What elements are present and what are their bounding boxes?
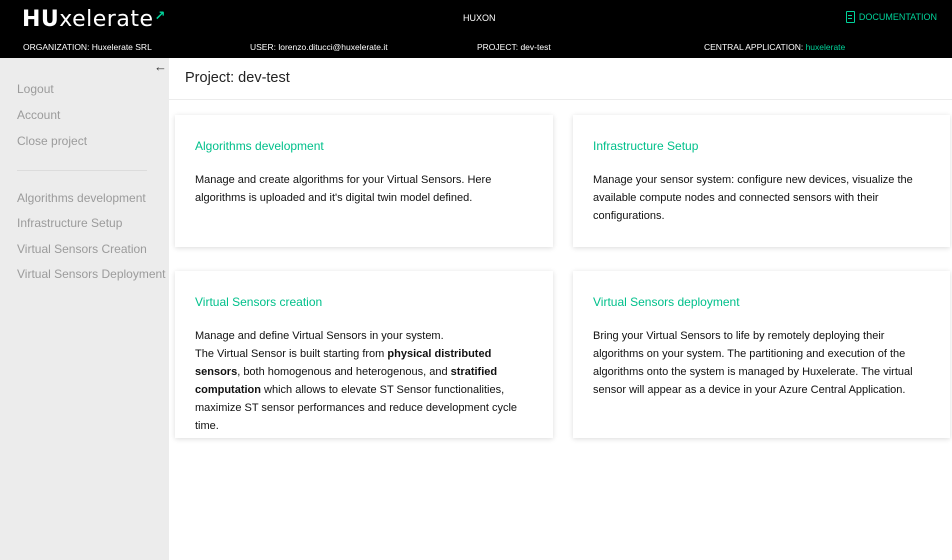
sidebar (0, 58, 169, 560)
page-title: Project: dev-test (185, 70, 290, 86)
card-title[interactable]: Infrastructure Setup (593, 139, 699, 153)
text-segment: which allows to elevate ST Sensor functionalities, maximize ST sensor performances and reduce development cycle time. (195, 384, 518, 432)
card-description: Bring your Virtual Sensors to life by remotely deploying their algorithms on your system. The partitioning and execution of the algorithms onto the system is managed by Huxelerate. The virtual sensor will appear as a device in your Azure Central Application. (593, 330, 913, 396)
bold-text-segment: stratified computation (195, 366, 498, 396)
bold-text-segment: physical distributed sensors (195, 348, 492, 378)
sidebar-item-algorithms-development[interactable]: Algorithms development (17, 191, 146, 205)
sidebar-item-logout[interactable]: Logout (17, 82, 54, 96)
text-segment: The Virtual Sensor is built starting from (195, 348, 388, 360)
logo-arrow-icon: ↗ (154, 9, 166, 24)
project-info (477, 42, 551, 52)
card-description-line: Manage and define Virtual Sensors in your system. (195, 330, 444, 342)
logo-rest: xelerate (59, 7, 154, 32)
central-application-info (704, 42, 845, 52)
sidebar-divider (17, 170, 147, 171)
organization-value: Huxelerate SRL (91, 42, 152, 52)
info-bar (0, 42, 952, 54)
sidebar-item-account[interactable]: Account (17, 108, 61, 122)
documentation-link[interactable] (846, 11, 937, 23)
card-title[interactable]: Algorithms development (195, 139, 324, 153)
project-value: dev-test (520, 42, 551, 52)
documentation-label: DOCUMENTATION (858, 12, 937, 22)
card-description: Manage and create algorithms for your Virtual Sensors. Here algorithms is uploaded and it's digital twin model defined. (195, 174, 492, 204)
card-description (195, 327, 537, 435)
card-title[interactable]: Virtual Sensors deployment (593, 295, 740, 309)
user-label: USER: (250, 42, 279, 52)
sidebar-item-virtual-sensors-creation[interactable]: Virtual Sensors Creation (17, 242, 147, 256)
app-name: HUXON (463, 13, 496, 23)
card-infrastructure-setup[interactable] (573, 115, 950, 247)
text-segment: , both homogenous and heterogenous, and (237, 366, 451, 378)
card-virtual-sensors-creation[interactable] (175, 271, 553, 438)
project-label: PROJECT: (477, 42, 521, 52)
central-application-label: CENTRAL APPLICATION: (704, 42, 806, 52)
collapse-sidebar-arrow-icon[interactable]: ← (154, 59, 167, 74)
organization-label: ORGANIZATION: (23, 42, 92, 52)
sidebar-item-virtual-sensors-deployment[interactable]: Virtual Sensors Deployment (17, 267, 166, 281)
sidebar-item-close-project[interactable]: Close project (17, 134, 88, 148)
card-title[interactable]: Virtual Sensors creation (195, 295, 323, 309)
logo-prefix: HU (22, 7, 60, 32)
top-bar (0, 0, 952, 58)
user-info (250, 42, 388, 52)
central-application-link[interactable]: huxelerate (805, 42, 846, 52)
card-description-paragraph (195, 345, 537, 435)
title-divider (169, 99, 952, 100)
document-icon (846, 11, 855, 23)
user-value: lorenzo.ditucci@huxelerate.it (278, 42, 388, 52)
card-virtual-sensors-deployment[interactable] (573, 271, 950, 438)
card-algorithms-development[interactable] (175, 115, 553, 247)
sidebar-item-infrastructure-setup[interactable]: Infrastructure Setup (17, 216, 123, 230)
huxelerate-logo[interactable] (22, 7, 165, 32)
card-description: Manage your sensor system: configure new devices, visualize the available compute nodes and connected sensors with their configurations. (593, 174, 913, 222)
organization-info (23, 42, 152, 52)
